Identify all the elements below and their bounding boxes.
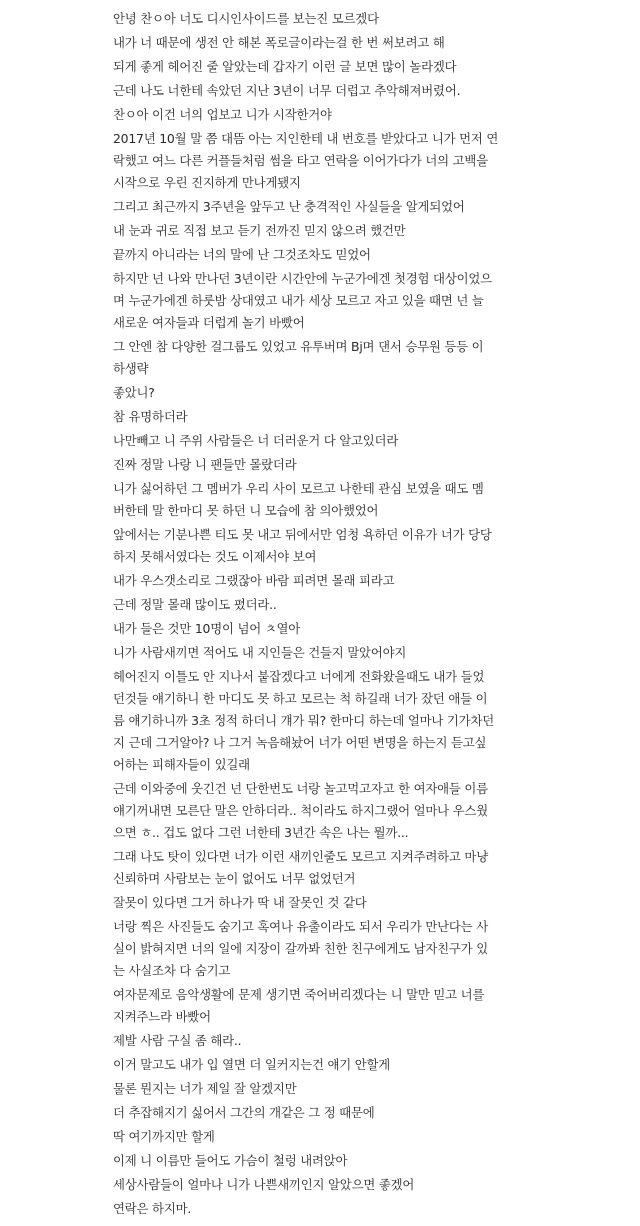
text-line: 헤어진지 이틀도 안 지나서 붙잡겠다고 너에게 전화왔을때도 내가 들었 (113, 669, 485, 684)
text-line: 내가 우스갯소리로 그랬잖아 바람 피려면 몰래 피라고 (113, 573, 395, 588)
paragraph (113, 524, 499, 568)
text-line: 2017년 10월 말 쯤 대뜸 아는 지인한테 내 번호를 받았다고 니가 먼저 연 (113, 131, 499, 146)
text-line: 락했고 여느 다른 커플들처럼 썸을 타고 연락을 이어가다가 너의 고백을 (113, 153, 488, 168)
text-line: 하생략 (113, 361, 149, 376)
text-line: 앞에서는 기분나쁜 티도 못 내고 뒤에서만 엄청 욕하던 이유가 너가 당당 (113, 527, 492, 542)
paragraph (113, 984, 499, 1028)
text-line: 내가 너 때문에 생전 안 해본 폭로글이라는걸 한 번 써보려고 해 (113, 35, 445, 50)
paragraph (113, 666, 499, 776)
text-line: 새로운 여자들과 더럽게 놀기 바빴어 (113, 315, 305, 330)
text-line: 니가 싫어하던 그 멤버가 우리 사이 모르고 나한테 관심 보였을 때도 멤 (113, 481, 484, 496)
text-line: 지 근데 그거알아? 나 그거 녹음해놨어 너가 어떤 변명을 하는지 듣고싶 (113, 735, 487, 750)
text-line: 진짜 정말 나랑 니 팬들만 몰랐더라 (113, 457, 297, 472)
text-line: 얘기꺼내면 모른단 말은 안하더라.. 척이라도 하지그랬어 얼마나 우스웠 (113, 803, 488, 818)
text-line: 던것들 얘기하니 한 마디도 못 하고 모르는 척 하길래 너가 잤던 애들 이 (113, 691, 488, 706)
paragraph (113, 846, 499, 890)
paragraph (113, 8, 499, 30)
text-line: 니가 사람새끼면 적어도 내 지인들은 건들지 말았어야지 (113, 645, 407, 660)
text-line: 너랑 찍은 사진들도 숨기고 혹여나 유출이라도 되서 우리가 만난다는 사 (113, 919, 488, 934)
text-line: 물론 뭔지는 너가 제일 잘 알겠지만 (113, 1081, 297, 1096)
paragraph (113, 618, 499, 640)
text-line: 름 얘기하니까 3초 정적 하더니 걔가 뭐? 한마디 하는데 얼마나 기가차던 (113, 713, 494, 728)
text-line: 이거 말고도 내가 입 열면 더 일커지는건 얘기 안할게 (113, 1057, 391, 1072)
paragraph (113, 916, 499, 982)
text-line: 나만빼고 니 주위 사람들은 너 더러운거 다 알고있더라 (113, 433, 399, 448)
text-line: 세상사람들이 얼마나 니가 나쁜새끼인지 알았으면 좋겠어 (113, 1177, 415, 1192)
paragraph (113, 80, 499, 102)
text-line: 그 안엔 참 다양한 걸그룹도 있었고 유투버며 Bj며 댄서 승무원 등등 이 (113, 339, 484, 354)
paragraph (113, 1078, 499, 1100)
text-line: 좋았니? (113, 385, 155, 400)
text-line: 내 눈과 귀로 직접 보고 듣기 전까진 믿지 않으려 했건만 (113, 223, 406, 238)
text-line: 내가 들은 것만 10명이 넘어 ㅊ열아 (113, 621, 301, 636)
paragraph (113, 56, 499, 78)
text-line: 실이 밝혀지면 너의 일에 지장이 갈까봐 친한 친구에게도 남자친구가 있 (113, 941, 488, 956)
text-line: 이제 니 이름만 들어도 가슴이 철렁 내려앉아 (113, 1153, 348, 1168)
paragraph (113, 382, 499, 404)
text-line: 그래 나도 탓이 있다면 너가 이런 새끼인줄도 모르고 지켜주려하고 마냥 (113, 849, 488, 864)
text-line: 그리고 최근까지 3주년을 앞두고 난 충격적인 사실들을 알게되었어 (113, 199, 465, 214)
text-line: 되게 좋게 헤어진 줄 알았는데 갑자기 이런 글 보면 많이 놀라겠다 (113, 59, 457, 74)
text-line: 딱 여기까지만 할게 (113, 1129, 215, 1144)
text-line: 신뢰하며 사람보는 눈이 없어도 너무 없었던거 (113, 871, 356, 886)
text-line: 근데 나도 너한테 속았던 지난 3년이 너무 더럽고 추악해져버렸어. (113, 83, 461, 98)
paragraph (113, 1198, 499, 1220)
paragraph (113, 454, 499, 476)
text-line: 하지만 넌 나와 만나던 3년이란 시간안에 누군가에겐 첫경험 대상이었으 (113, 271, 492, 286)
paragraph (113, 104, 499, 126)
paragraph (113, 1126, 499, 1148)
paragraph (113, 430, 499, 452)
post-body (113, 8, 499, 1222)
text-line: 근데 이와중에 웃긴건 넌 단한번도 너랑 놀고먹고자고 한 여자애들 이름 (113, 781, 488, 796)
paragraph (113, 1054, 499, 1076)
text-line: 버한테 말 한마디 못 하던 니 모습에 참 의아했었어 (113, 503, 379, 518)
text-line: 으면 ㅎ.. 겁도 없다 그런 너한테 3년간 속은 나는 뭘까... (113, 825, 409, 840)
paragraph (113, 406, 499, 428)
text-line: 안녕 찬ㅇ아 너도 디시인사이드를 보는진 모르겠다 (113, 11, 379, 26)
paragraph (113, 336, 499, 380)
paragraph (113, 1174, 499, 1196)
text-line: 는 사실조차 다 숨기고 (113, 963, 231, 978)
text-line: 어하는 피해자들이 있길래 (113, 757, 250, 772)
text-line: 찬ㅇ아 이건 너의 업보고 니가 시작한거야 (113, 107, 332, 122)
paragraph (113, 478, 499, 522)
paragraph (113, 244, 499, 266)
paragraph (113, 32, 499, 54)
text-line: 연락은 하지마. (113, 1201, 192, 1216)
paragraph (113, 128, 499, 194)
paragraph (113, 642, 499, 664)
text-line: 끝까지 아니라는 너의 말에 난 그것조차도 믿었어 (113, 247, 371, 262)
text-line: 여자문제로 음악생활에 문제 생기면 죽어버리겠다는 니 말만 믿고 너를 (113, 987, 485, 1002)
text-line: 제발 사람 구실 좀 해라.. (113, 1033, 242, 1048)
paragraph (113, 1150, 499, 1172)
paragraph (113, 570, 499, 592)
paragraph (113, 594, 499, 616)
paragraph (113, 196, 499, 218)
text-line: 시작으로 우린 진지하게 만나게됐지 (113, 175, 301, 190)
text-line: 잘못이 있다면 그거 하나가 딱 내 잘못인 것 같다 (113, 895, 367, 910)
text-line: 근데 정말 몰래 많이도 폈더라.. (113, 597, 277, 612)
text-line: 며 누군가에겐 하룻밤 상대였고 내가 세상 모르고 자고 있을 때면 넌 늘 (113, 293, 484, 308)
text-line: 하지 못해서였다는 것도 이제서야 보여 (113, 549, 317, 564)
paragraph (113, 1102, 499, 1124)
text-line: 참 유명하더라 (113, 409, 188, 424)
text-line: 지켜주느라 바빴어 (113, 1009, 211, 1024)
paragraph (113, 778, 499, 844)
paragraph (113, 220, 499, 242)
paragraph (113, 1030, 499, 1052)
text-line: 더 추잡해지기 싫어서 그간의 개같은 그 정 때문에 (113, 1105, 375, 1120)
paragraph (113, 892, 499, 914)
paragraph (113, 268, 499, 334)
